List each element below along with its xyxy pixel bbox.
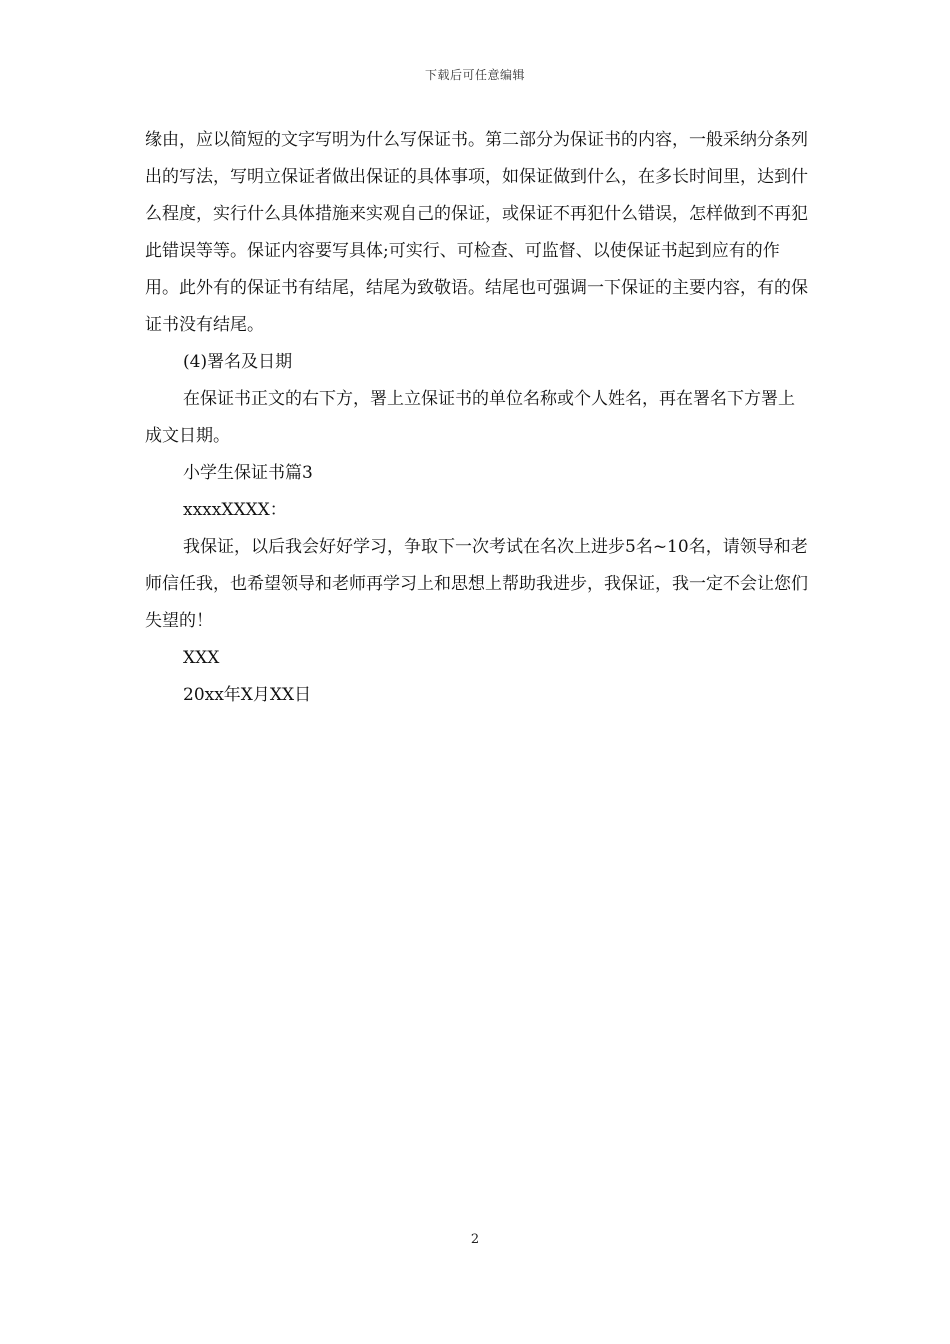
section-title-pledge-3: 小学生保证书篇3 [183,463,313,483]
document-body [145,122,810,714]
page-header: 下载后可任意编辑 [424,68,525,82]
signature-date: 20xx年X月XX日 [183,685,312,705]
paragraph-body-content: 缘由，应以简短的文字写明为什么写保证书。第二部分为保证书的内容，一般采纳分条列出的写法，写明立保证者做出保证的具体事项，如保证做到什么，在多长时间里，达到什么程度，实行什么具体措施来实观自己的保证，或保证不再犯什么错误，怎样做到不再犯此错误等等。保证内容要写具体;可实行、可检查、可监督、以使保证书起到应有的作用。此外有的保证书有结尾，结尾为致敬语。结尾也可强调一下保证的主要内容，有的保证书没有结尾。 [145,130,808,335]
salutation: xxxxXXXX： [183,500,287,520]
signature-name: XXX [183,648,220,668]
page-number: 2 [470,1232,480,1247]
paragraph-pledge-text: 我保证，以后我会好好学习，争取下一次考试在名次上进步5名~10名，请领导和老师信任我，也希望领导和老师再学习上和思想上帮助我进步，我保证，我一定不会让您们失望的！ [145,537,808,631]
section-heading-signature-date: (4)署名及日期 [183,352,293,372]
paragraph-signature-instructions: 在保证书正文的右下方，署上立保证书的单位名称或个人姓名，再在署名下方署上成文日期。 [145,389,795,446]
